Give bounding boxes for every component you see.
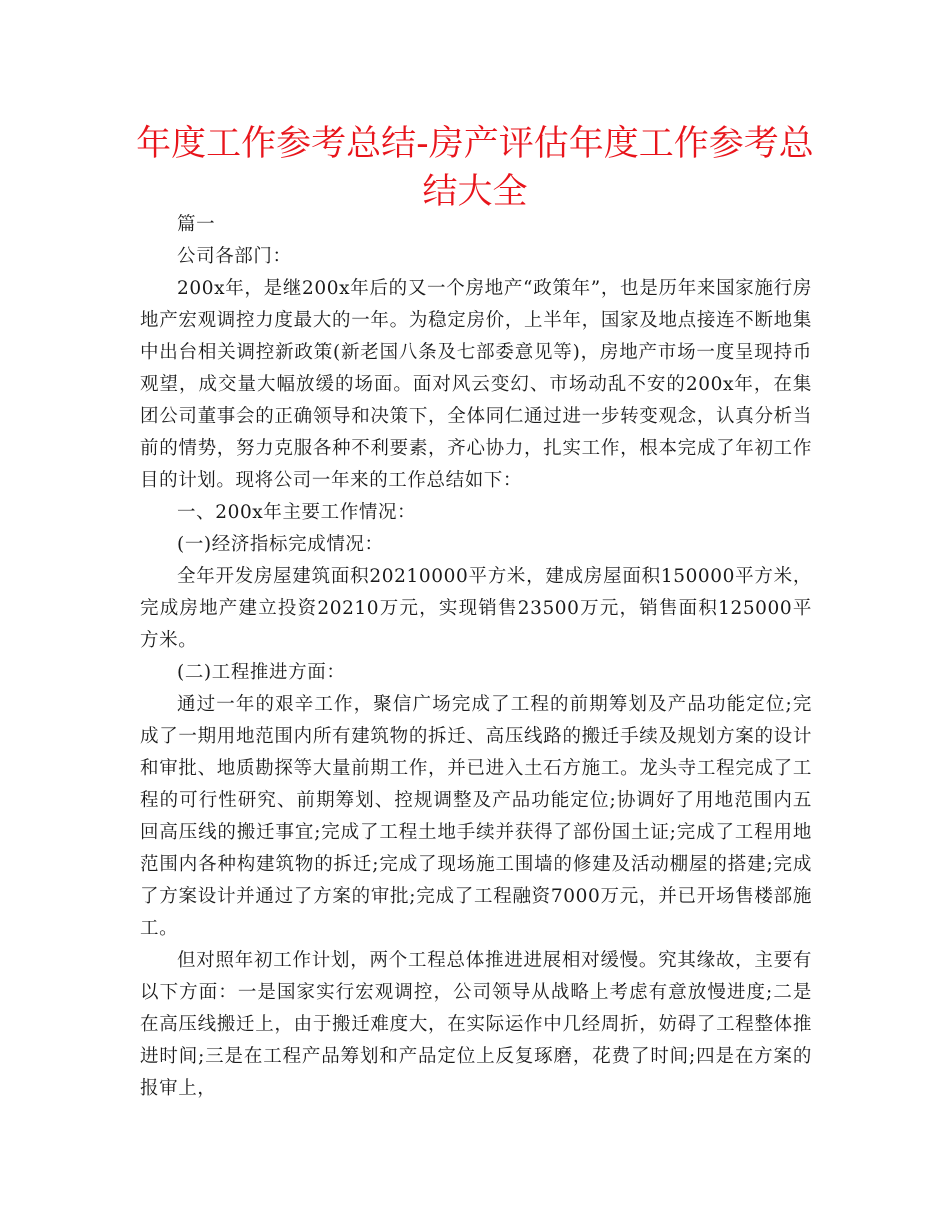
paragraph-heading-part-one: 篇一 — [177, 214, 216, 235]
paragraph-project-progress: 通过一年的艰辛工作，聚信广场完成了工程的前期筹划及产品功能定位;完成了一期用地范围内所有建筑物的拆迁、高压线路的搬迁手续及规划方案的设计和审批、地质勘探等大量前期工作，并已进入土石方施工。龙头寺工程完成了工程的可行性研究、前期筹划、控规调整及产品功能定位;协调好了用地范围内五回高压线的搬迁事宜;完成了工程土地手续并获得了部份国土证;完成了工程用地范围内各种构建筑物的拆迁;完成了现场施工围墙的修建及活动棚屋的搭建;完成了方案设计并通过了方案的审批;完成了工程融资7000万元，并已开场售楼部施工。 — [140, 694, 812, 939]
paragraph-delay-reasons: 但对照年初工作计划，两个工程总体推进进展相对缓慢。究其缘故，主要有以下方面：一是国家实行宏观调控，公司领导从战略上考虑有意放慢进度;二是在高压线搬迁上，由于搬迁难度大，在实际运作中几经周折，妨碍了工程整体推进时间;三是在工程产品筹划和产品定位上反复琢磨，花费了时间;四是在方案的报审上， — [140, 950, 812, 1099]
subsection-heading-project-progress: (二)工程推进方面： — [177, 662, 346, 683]
paragraph-salutation: 公司各部门： — [177, 246, 292, 267]
paragraph-introduction: 200x年，是继200x年后的又一个房地产“政策年”，也是历年来国家施行房地产宏观调控力度最大的一年。为稳定房价，上半年，国家及地点接连不断地集中出台相关调控新政策(新老国八条及七部委意见等)，房地产市场一度呈现持币观望，成交量大幅放缓的场面。面对风云变幻、市场动乱不安的200x年，在集团公司董事会的正确领导和决策下，全体同仁通过进一步转变观念，认真分析当前的情势，努力克服各种不利要素，齐心协力，扎实工作，根本完成了年初工作目的计划。现将公司一年来的工作总结如下： — [140, 278, 812, 491]
document-body — [140, 209, 812, 1105]
section-heading-main-work: 一、200x年主要工作情况： — [177, 502, 417, 523]
subsection-heading-economic-indicators: (一)经济指标完成情况： — [177, 534, 384, 555]
document-title: 年度工作参考总结-房产评估年度工作参考总结大全 — [136, 124, 814, 212]
paragraph-economic-indicators: 全年开发房屋建筑面积20210000平方米，建成房屋面积150000平方米，完成房地产建立投资20210万元，实现销售23500万元，销售面积125000平方米。 — [140, 566, 812, 651]
